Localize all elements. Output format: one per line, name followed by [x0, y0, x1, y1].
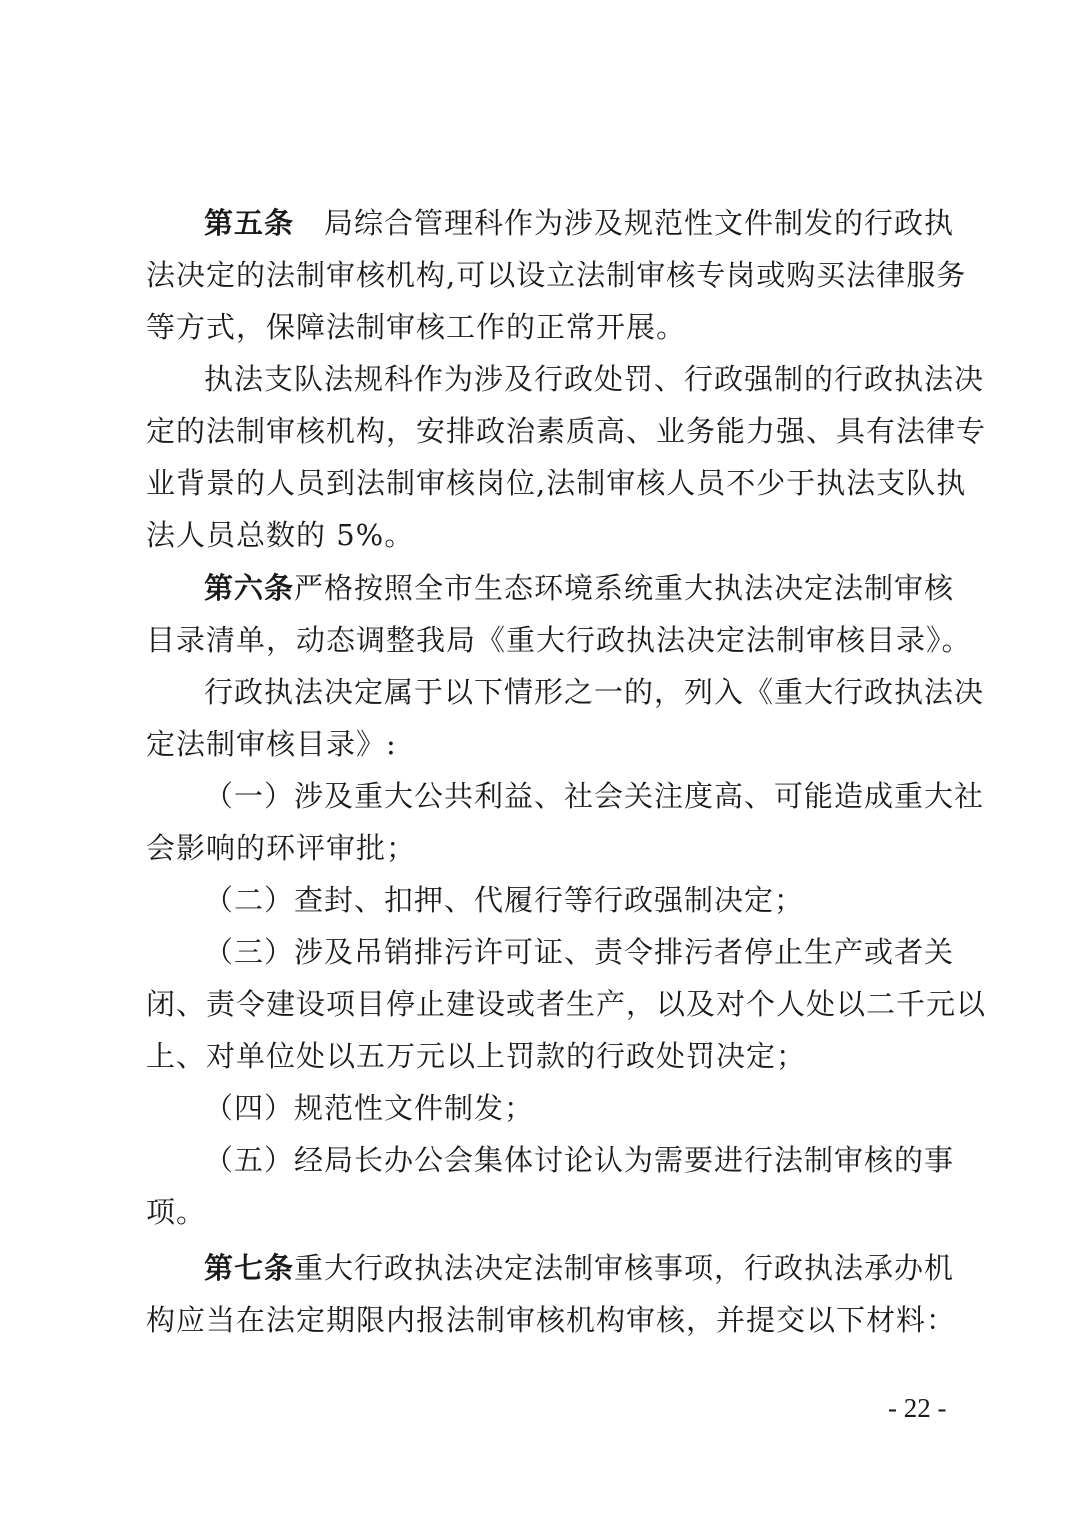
line-text: 目录清单，动态调整我局《重大行政执法决定法制审核目录》。 — [146, 623, 972, 657]
text-line — [146, 828, 940, 868]
text-line — [146, 463, 967, 503]
text-line — [204, 776, 985, 816]
text-line — [146, 307, 940, 347]
line-text: （二）查封、扣押、代履行等行政强制决定； — [204, 883, 805, 917]
line-text: 行政执法决定属于以下情形之一的，列入《重大行政执法决 — [204, 675, 985, 709]
line-text: 严格按照全市生态环境系统重大执法决定法制审核 — [294, 571, 955, 605]
article-heading: 第六条 — [204, 571, 295, 605]
text-line — [204, 880, 940, 920]
text-line — [204, 1140, 955, 1180]
text-line — [146, 1036, 940, 1076]
article-heading: 第五条 — [204, 206, 295, 240]
line-text: （三）涉及吊销排污许可证、责令排污者停止生产或者关 — [204, 935, 955, 969]
line-text: 定的法制审核机构，安排政治素质高、业务能力强、具有法律专 — [146, 414, 987, 448]
line-text: （四）规范性文件制发； — [204, 1091, 535, 1125]
text-line — [146, 1192, 940, 1232]
line-text: （五）经局长办公会集体讨论认为需要进行法制审核的事 — [204, 1143, 955, 1177]
line-text: 等方式，保障法制审核工作的正常开展。 — [146, 310, 687, 344]
text-line — [146, 1300, 957, 1340]
text-line — [204, 1248, 955, 1288]
text-line — [146, 724, 940, 764]
line-text: 局综合管理科作为涉及规范性文件制发的行政执 — [294, 206, 955, 240]
text-line — [204, 672, 985, 712]
line-text: 构应当在法定期限内报法制审核机构审核，并提交以下材料： — [146, 1303, 957, 1337]
text-line — [204, 932, 955, 972]
line-text: （一）涉及重大公共利益、社会关注度高、可能造成重大社 — [204, 779, 985, 813]
text-line — [146, 255, 967, 295]
text-line — [146, 620, 972, 660]
text-line — [146, 984, 987, 1024]
line-text: 重大行政执法决定法制审核事项，行政执法承办机 — [294, 1251, 955, 1285]
line-text: 执法支队法规科作为涉及行政处罚、行政强制的行政执法决 — [204, 362, 985, 396]
line-text: 法决定的法制审核机构,可以设立法制审核专岗或购买法律服务 — [146, 258, 967, 292]
line-text: 法人员总数的 5%。 — [146, 518, 415, 552]
line-text: 闭、责令建设项目停止建设或者生产，以及对个人处以二千元以 — [146, 987, 987, 1021]
text-line — [204, 203, 955, 243]
page-number: - 22 - — [888, 1393, 947, 1423]
line-text: 项。 — [146, 1195, 207, 1229]
text-line — [204, 568, 955, 608]
text-line — [146, 515, 940, 555]
article-heading: 第七条 — [204, 1251, 295, 1285]
text-line — [204, 1088, 940, 1128]
line-text: 定法制审核目录》: — [146, 727, 397, 761]
text-line — [204, 359, 985, 399]
line-text: 会影响的环评审批； — [146, 831, 417, 865]
line-text: 上、对单位处以五万元以上罚款的行政处罚决定； — [146, 1039, 807, 1073]
text-line — [146, 411, 987, 451]
line-text: 业背景的人员到法制审核岗位,法制审核人员不少于执法支队执 — [146, 466, 967, 500]
